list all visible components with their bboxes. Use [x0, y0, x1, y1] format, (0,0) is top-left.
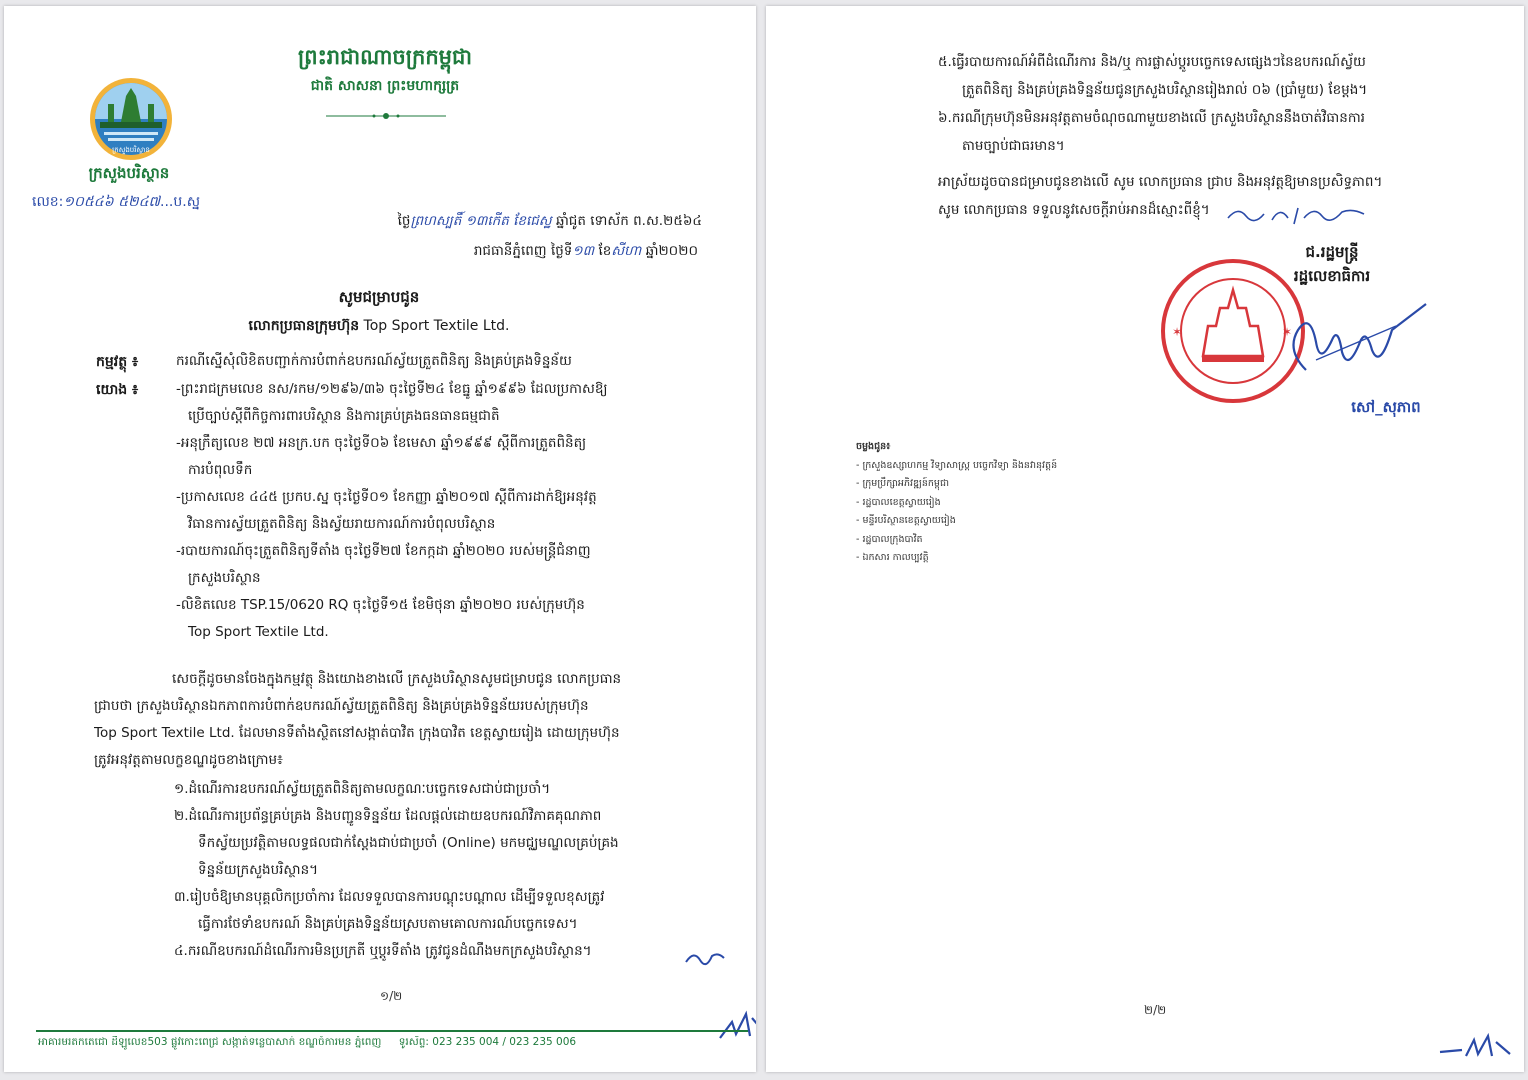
lunar-prefix: ថ្ងៃ [397, 213, 411, 229]
document-page-2 [766, 6, 1524, 1072]
condition-item: ៤.ករណីឧបករណ៍ដំណើរការមិនប្រក្រតី ឬប្តូរទីតាំង ត្រូវជូនដំណឹងមកក្រសួងបរិស្ថាន។ [174, 943, 592, 959]
cc-list [856, 438, 1156, 568]
condition-item: ត្រួតពិនិត្យ និងគ្រប់គ្រងទិន្នន័យជូនក្រសួងបរិស្ថានរៀងរាល់ ០៦ (ប្រាំមួយ) ខែម្តង។ [962, 82, 1368, 98]
footer-divider [36, 1030, 748, 1032]
body-line: សេចក្តីដូចមានចែងក្នុងកម្មវត្ថុ និងយោងខាងលើ ក្រសួងបរិស្ថានសូមជម្រាបជូន លោកប្រធាន [172, 671, 622, 687]
lunar-date [332, 212, 702, 232]
reference-line: -អនុក្រឹត្យលេខ ២៧ អនក្រ.បក ចុះថ្ងៃទី០៦ ខែមេសា ឆ្នាំ១៩៩៩ ស្តីពីការត្រួតពិនិត្យ [176, 435, 587, 451]
month-label: ខែ [598, 243, 612, 259]
reference-label: យោង ៖ [96, 382, 139, 398]
month-handwritten: សីហា [611, 243, 642, 259]
reference-line: Top Sport Textile Ltd. [188, 624, 329, 640]
reference-line: -ព្រះរាជក្រមលេខ នស/រកម/១២៩៦/៣៦ ចុះថ្ងៃទី២៤ ខែធ្នូ ឆ្នាំ១៩៩៦ ដែលប្រកាសឱ្យ [176, 381, 608, 397]
condition-item: ធ្វើការថែទាំឧបករណ៍ និងគ្រប់គ្រងទិន្នន័យស្របតាមគោលការណ៍បច្ចេកទេស។ [198, 916, 578, 932]
footer-phone-label: ទូរស័ព្ទ: [398, 1036, 429, 1048]
reference-line: វិធានការស្វ័យត្រួតពិនិត្យ និងស្វ័យរាយការណ៍ការបំពុលបរិស្ថាន [188, 516, 496, 532]
handwritten-date-icon [1224, 200, 1374, 228]
body-paragraph [94, 666, 708, 774]
closing-line: សូម លោកប្រធាន ទទួលនូវសេចក្តីរាប់អានដ៏ស្មោះពីខ្ញុំ។ [938, 202, 1210, 218]
condition-list [174, 776, 708, 965]
recipient-company: Top Sport Textile Ltd. [363, 318, 510, 334]
cc-item: - ក្រសួងឧស្សាហកម្ម វិទ្យាសាស្ត្រ បច្ចេកវិទ្យា និងនវានុវត្តន៍ [856, 459, 1058, 471]
footer-address: អាគារមរតកតេជោ ដីឡូលេខ503 ផ្លូវកោះពេជ្រ សង្កាត់ទន្លេបាសាក់ ខណ្ឌចំការមន ភ្នំពេញ [38, 1036, 382, 1048]
recipient-prefix: លោកប្រធានក្រុមហ៊ុន [248, 318, 360, 334]
subject-label: កម្មវត្ថុ ៖ [96, 354, 139, 370]
ref-prefix: លេខ: [32, 194, 64, 210]
closing-paragraph [938, 168, 1490, 224]
cc-item: - រដ្ឋបាលខេត្តស្វាយរៀង [856, 496, 941, 508]
reference-line: -របាយការណ៍ចុះត្រួតពិនិត្យទីតាំង ចុះថ្ងៃទី២៧ ខែកក្កដា ឆ្នាំ២០២០ របស់មន្ត្រីជំនាញ [176, 543, 591, 559]
cc-title: ចម្លងជូន៖ [856, 441, 891, 452]
condition-item: ១.ដំណើរការឧបករណ៍ស្វ័យត្រួតពិនិត្យតាមលក្ខណៈបច្ចេកទេសជាប់ជាប្រចាំ។ [174, 781, 551, 797]
reference-line: ប្រើច្បាប់ស្តីពីកិច្ចការពារបរិស្ថាន និងការគ្រប់គ្រងធនធានធម្មជាតិ [188, 408, 500, 424]
cc-item: - ឯកសារ កាលប្បវត្តិ [856, 552, 929, 563]
ref-handwritten: ១០៥៤៦ ៥២៤៧ [63, 194, 160, 210]
condition-item: ៥.ធ្វើរបាយការណ៍អំពីដំណើរការ និង/ឬ ការផ្លាស់ប្តូរបច្ចេកទេសផ្សេងៗនៃឧបករណ៍ស្វ័យ [938, 54, 1366, 70]
cc-item: - រដ្ឋបាលក្រុងបាវិត [856, 533, 923, 545]
cc-item: - ក្រុមប្រឹក្សាអភិវឌ្ឍន៍កម្ពុជា [856, 478, 950, 489]
on-behalf-label: ជ.រដ្ឋមន្ត្រី [1305, 243, 1359, 261]
closing-line: អាស្រ័យដូចបានជម្រាបជូនខាងលើ សូម លោកប្រធាន ជ្រាប និងអនុវត្តឱ្យមានប្រសិទ្ធភាព។ [938, 174, 1383, 190]
condition-item: ទឹកស្វ័យប្រវត្តិតាមលទ្ធផលជាក់ស្តែងជាប់ជាប្រចាំ (Online) មកមជ្ឈមណ្ឌលគ្រប់គ្រង [198, 835, 619, 851]
recipient-name [184, 316, 574, 337]
ornament-divider [326, 112, 446, 120]
condition-item: ៣.រៀបចំឱ្យមានបុគ្គលិកប្រចាំការ ដែលទទួលបានការបណ្តុះបណ្តាល ដើម្បីទទួលខុសត្រូវ [174, 889, 605, 905]
logo-label: ក្រសួងបរិស្ថាន [112, 146, 150, 154]
place-date: រាជធានីភ្នំពេញ ថ្ងៃទី [473, 243, 573, 259]
footer-phone: 023 235 004 / 023 235 006 [432, 1036, 577, 1048]
handwritten-initial-icon [1436, 1028, 1516, 1064]
handwritten-initial-icon [684, 942, 730, 972]
ministry-logo-icon [86, 76, 176, 162]
condition-item: តាមច្បាប់ជាធរមាន។ [962, 138, 1065, 154]
condition-item: ២.ដំណើរការប្រព័ន្ធគ្រប់គ្រង និងបញ្ជូនទិន្នន័យ ដែលផ្តល់ដោយឧបករណ៍វិភាគគុណភាព [174, 808, 602, 824]
reference-line: ការបំពុលទឹក [188, 462, 253, 478]
footer [38, 1036, 750, 1051]
condition-list-continued [938, 48, 1490, 160]
reference-line: -លិខិតលេខ TSP.15/0620 RQ ចុះថ្ងៃទី១៥ ខែមិថុនា ឆ្នាំ២០២០ របស់ក្រុមហ៊ុន [176, 597, 585, 613]
reference-line: ក្រសួងបរិស្ថាន [188, 570, 261, 586]
reference-number [32, 192, 252, 213]
condition-item: ទិន្នន័យក្រសួងបរិស្ថាន។ [198, 862, 319, 878]
signatory-name: សៅ_សុភាព [1351, 398, 1421, 416]
recipient-title: សូមជម្រាបជូន [338, 288, 420, 306]
page-number: ១/២ [380, 989, 403, 1003]
page-number: ២/២ [1144, 1003, 1167, 1017]
gregorian-date [332, 242, 698, 262]
lunar-year: ឆ្នាំជូត ទោស័ក ព.ស.២៥៦៤ [555, 213, 702, 229]
ministry-name: ក្រសួងបរិស្ថាន [88, 164, 170, 182]
body-line: ត្រូវអនុវត្តតាមលក្ខខណ្ឌដូចខាងក្រោម៖ [94, 752, 283, 768]
body-line: Top Sport Textile Ltd. ដែលមានទីតាំងស្ថិតនៅសង្កាត់បាវិត ក្រុងបាវិត ខេត្តស្វាយរៀង ដោយក្រុមហ៊ុន [94, 725, 620, 741]
ref-suffix: ...ប.ស្ន [160, 194, 201, 210]
day-handwritten: ១៣ [572, 243, 595, 259]
subject-text: ករណីស្នើសុំលិខិតបញ្ជាក់ការបំពាក់ឧបករណ៍ស្វ័យត្រួតពិនិត្យ និងគ្រប់គ្រងទិន្នន័យ [176, 353, 572, 369]
svg-text:✶: ✶ [1282, 325, 1293, 339]
year: ឆ្នាំ២០២០ [645, 243, 698, 259]
national-motto: ជាតិ សាសនា ព្រះមហាក្សត្រ [310, 78, 460, 94]
reference-line: -ប្រកាសលេខ ៤៤៥ ប្រកប.ស្ន ចុះថ្ងៃទី០១ ខែកញ្ញា ឆ្នាំ២០១៧ ស្តីពីការដាក់ឱ្យអនុវត្ត [176, 489, 597, 505]
cc-item: - មន្ទីរបរិស្ថានខេត្តស្វាយរៀង [856, 515, 956, 526]
lunar-handwritten: ព្រហស្បតិ៍ ១៣កើត ខែជេស្ឋ [410, 213, 552, 229]
kingdom-title: ព្រះរាជាណាចក្រកម្ពុជា [297, 45, 472, 69]
condition-item: ៦.ករណីក្រុមហ៊ុនមិនអនុវត្តតាមចំណុចណាមួយខាងលើ ក្រសួងបរិស្ថាននឹងចាត់វិធានការ [938, 110, 1365, 126]
reference-list [176, 376, 706, 646]
signatory-position: រដ្ឋលេខាធិការ [1293, 267, 1371, 285]
body-line: ជ្រាបថា ក្រសួងបរិស្ថានឯកភាពការបំពាក់ឧបករណ៍ស្វ័យត្រួតពិនិត្យ និងគ្រប់គ្រងទិន្នន័យរបស់ក្រុមហ៊ុន [94, 698, 589, 714]
signature-icon [1276, 290, 1436, 386]
svg-text:✶: ✶ [1172, 325, 1183, 339]
document-page-1 [4, 6, 756, 1072]
